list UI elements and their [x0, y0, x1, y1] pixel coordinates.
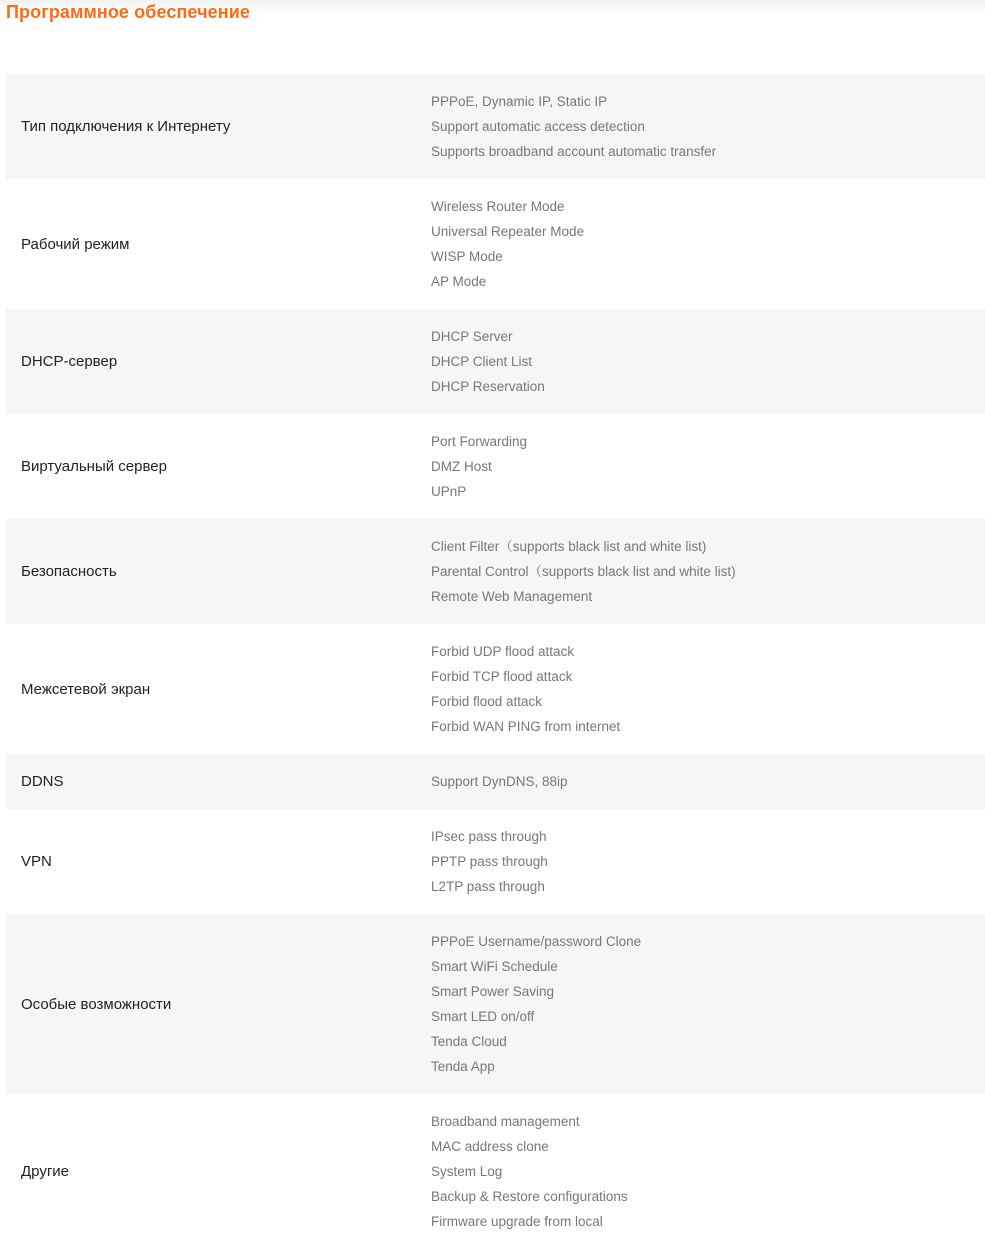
spec-value: Wireless Router Mode	[431, 199, 565, 214]
spec-row-label: Другие	[21, 1163, 70, 1180]
spec-row-values	[431, 324, 985, 399]
spec-row	[6, 809, 985, 914]
spec-row	[6, 519, 985, 624]
spec-row-label: Рабочий режим	[21, 235, 130, 253]
spec-row-values	[431, 534, 985, 609]
spec-value: DHCP Client List	[431, 354, 533, 369]
spec-value: L2TP pass through	[431, 879, 545, 894]
spec-value: Universal Repeater Mode	[431, 224, 585, 239]
spec-value: Port Forwarding	[431, 434, 528, 449]
spec-row-label: DHCP-сервер	[21, 353, 118, 370]
spec-row	[6, 1094, 985, 1238]
spec-value: Forbid flood attack	[431, 694, 543, 709]
spec-row-label: VPN	[21, 853, 52, 870]
spec-row	[6, 624, 985, 754]
spec-value: PPPoE, Dynamic IP, Static IP	[431, 94, 608, 109]
spec-row-label: Тип подключения к Интернету	[21, 118, 231, 135]
spec-value: Tenda Cloud	[431, 1034, 507, 1049]
spec-value: Forbid UDP flood attack	[431, 644, 575, 659]
spec-row-values	[431, 1109, 985, 1234]
spec-value: MAC address clone	[431, 1139, 549, 1154]
spec-value: Smart WiFi Schedule	[431, 959, 558, 974]
spec-row	[6, 179, 985, 309]
spec-value: Support DynDNS, 88ip	[431, 774, 568, 789]
spec-row-values	[431, 929, 985, 1079]
spec-row-values	[431, 89, 985, 164]
spec-row-values	[431, 824, 985, 899]
spec-value: Forbid TCP flood attack	[431, 669, 573, 684]
spec-value: AP Mode	[431, 274, 487, 289]
spec-row-label: DDNS	[21, 773, 64, 790]
spec-value: DHCP Server	[431, 329, 513, 344]
spec-value: Client Filter（supports black list and white list)	[431, 539, 707, 554]
spec-row-label: Виртуальный сервер	[21, 458, 167, 475]
spec-value: Broadband management	[431, 1114, 580, 1129]
spec-value: Remote Web Management	[431, 589, 593, 604]
spec-value: Tenda App	[431, 1059, 495, 1074]
spec-value: Support automatic access detection	[431, 119, 645, 134]
spec-row	[6, 414, 985, 519]
spec-row	[6, 74, 985, 179]
spec-row-label: Безопасность	[21, 563, 117, 580]
spec-row-label: Межсетевой экран	[21, 680, 151, 698]
spec-value: Forbid WAN PING from internet	[431, 719, 621, 734]
spec-row	[6, 914, 985, 1094]
spec-value: DHCP Reservation	[431, 379, 545, 394]
spec-value: WISP Mode	[431, 249, 503, 264]
spec-row-values	[431, 429, 985, 504]
spec-row-values	[431, 769, 985, 794]
spec-value: IPsec pass through	[431, 829, 547, 844]
spec-row-label: Особые возможности	[21, 995, 172, 1013]
spec-value: Firmware upgrade from local	[431, 1214, 603, 1229]
spec-table	[6, 74, 985, 1238]
spec-row	[6, 754, 985, 809]
spec-value: Backup & Restore configurations	[431, 1189, 628, 1204]
spec-row	[6, 309, 985, 414]
spec-value: UPnP	[431, 484, 467, 499]
spec-value: PPPoE Username/password Clone	[431, 934, 642, 949]
spec-value: System Log	[431, 1164, 503, 1179]
spec-value: Supports broadband account automatic transfer	[431, 144, 717, 159]
spec-row-values	[431, 639, 985, 739]
spec-value: PPTP pass through	[431, 854, 548, 869]
spec-value: Parental Control（supports black list and white list)	[431, 564, 736, 579]
spec-row-values	[431, 194, 985, 294]
spec-value: DMZ Host	[431, 459, 492, 474]
spec-value: Smart LED on/off	[431, 1009, 535, 1024]
spec-value: Smart Power Saving	[431, 984, 555, 999]
page-title: Программное обеспечение	[6, 2, 250, 22]
